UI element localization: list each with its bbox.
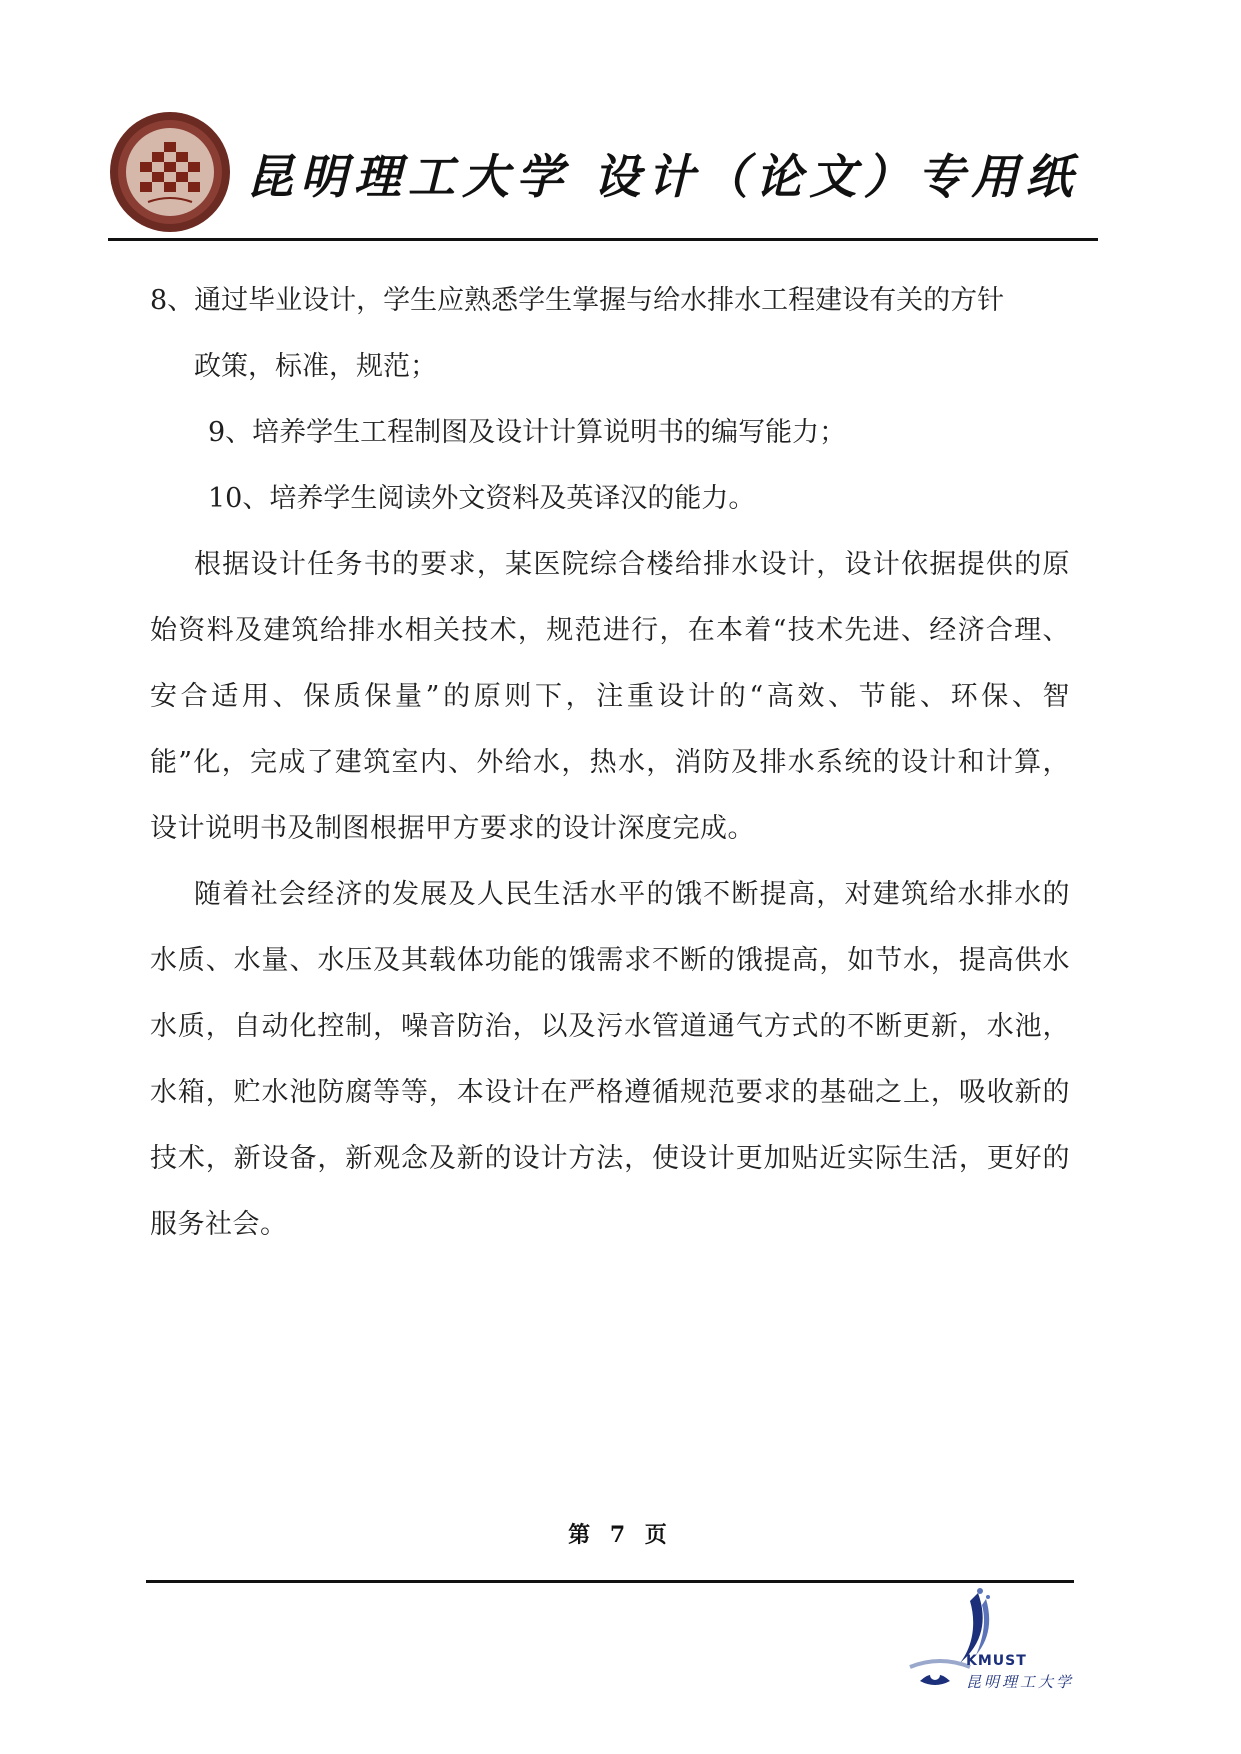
logo-subtext: 昆明理工大学 (966, 1673, 1075, 1691)
page-number: 第 7 页 (568, 1522, 673, 1548)
header-divider (108, 238, 1098, 241)
kmust-logo (890, 1585, 1080, 1690)
footer-divider (146, 1580, 1074, 1583)
paragraph-development: 随着社会经济的发展及人民生活水平的饿不断提高，对建筑给水排水的水质、水量、水压及其载体功能的饿需求不断的饿提高，如节水，提高供水水质，自动化控制，噪音防治，以及污水管道通气方式的不断更新，水池，水箱，贮水池防腐等等，本设计在严格遵循规范要求的基础之上，吸收新的技术，新设备，新观念及新的设计方法，使设计更加贴近实际生活，更好的服务社会。 (150, 879, 1070, 1240)
university-seal-icon (108, 110, 232, 234)
logo-text: KMUST (966, 1653, 1027, 1669)
list-item-10: 10、培养学生阅读外文资料及英译汉的能力。 (208, 483, 756, 514)
list-item-8-line1: 8、通过毕业设计，学生应熟悉学生掌握与给水排水工程建设有关的方针 (150, 285, 1005, 316)
page-header (108, 110, 1098, 240)
header-title: 昆明理工大学 设计（论文）专用纸 (246, 150, 1080, 205)
list-item-8-line2: 政策，标准，规范； (194, 351, 437, 382)
paragraph-design-basis: 根据设计任务书的要求，某医院综合楼给排水设计，设计依据提供的原始资料及建筑给排水相关技术，规范进行，在本着“技术先进、经济合理、安合适用、保质保量”的原则下，注重设计的“高效、节能、环保、智能”化，完成了建筑室内、外给水，热水，消防及排水系统的设计和计算，设计说明书及制图根据甲方要求的设计深度完成。 (150, 549, 1070, 844)
document-body (150, 268, 1070, 1258)
list-item-9: 9、培养学生工程制图及设计计算说明书的编写能力； (208, 417, 847, 448)
